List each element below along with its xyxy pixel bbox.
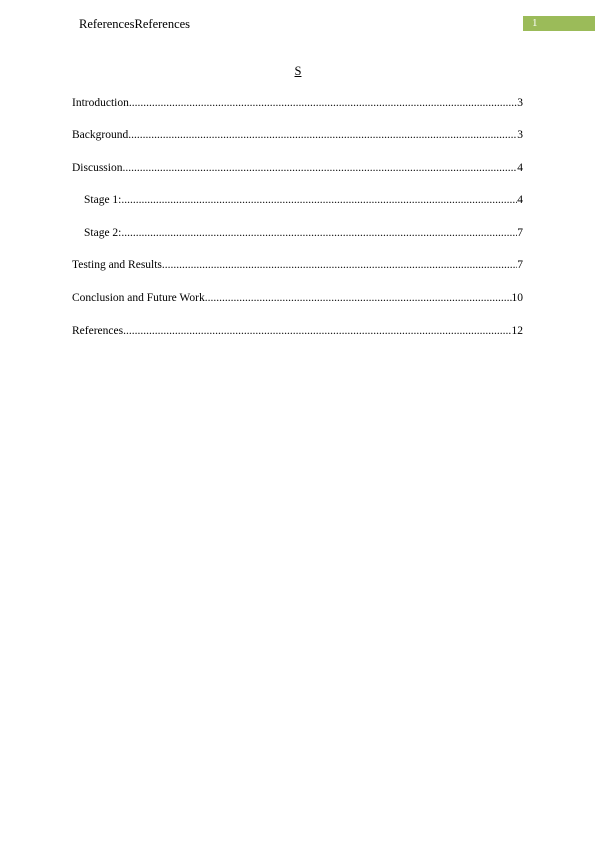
toc-entry-testing-and-results[interactable] bbox=[72, 258, 523, 273]
toc-entry-page: 7 bbox=[517, 227, 523, 239]
toc-dot-leader bbox=[121, 193, 517, 208]
toc-entry-introduction[interactable] bbox=[72, 96, 523, 111]
toc-entry-page: 3 bbox=[517, 97, 523, 109]
toc-dot-leader bbox=[128, 128, 517, 143]
toc-entry-label: Testing and Results bbox=[72, 259, 162, 271]
toc-entry-conclusion-and-future-work[interactable] bbox=[72, 291, 523, 306]
toc-heading: S bbox=[294, 64, 302, 78]
toc-entry-page: 12 bbox=[511, 325, 523, 337]
toc-entry-references[interactable] bbox=[72, 324, 523, 339]
toc-dot-leader bbox=[121, 226, 517, 241]
toc-dot-leader bbox=[122, 161, 517, 176]
toc-dot-leader bbox=[205, 291, 512, 306]
toc-entry-label: Background bbox=[72, 129, 129, 141]
toc-entry-label: Stage 2: bbox=[84, 227, 122, 239]
page-number-badge bbox=[523, 16, 595, 31]
toc-entry-page: 10 bbox=[511, 292, 523, 304]
toc-entry-label: Discussion bbox=[72, 162, 123, 174]
toc-dot-leader bbox=[162, 258, 517, 273]
toc-entry-stage-2[interactable] bbox=[84, 226, 523, 241]
toc-dot-leader bbox=[123, 324, 511, 339]
running-header-title: ReferencesReferences bbox=[79, 17, 191, 31]
toc-entry-stage-1[interactable] bbox=[84, 193, 523, 208]
toc-entry-discussion[interactable] bbox=[72, 161, 523, 176]
toc-dot-leader bbox=[129, 96, 517, 111]
toc-entry-label: Stage 1: bbox=[84, 194, 122, 206]
toc-entry-label: Conclusion and Future Work bbox=[72, 292, 205, 304]
toc-entry-label: References bbox=[72, 325, 124, 337]
toc-entry-background[interactable] bbox=[72, 128, 523, 143]
toc-entry-page: 4 bbox=[517, 162, 523, 174]
toc-entry-page: 4 bbox=[517, 194, 523, 206]
page-number: 1 bbox=[532, 17, 538, 29]
toc-entry-page: 7 bbox=[517, 259, 523, 271]
toc-entry-page: 3 bbox=[517, 129, 523, 141]
toc-entry-label: Introduction bbox=[72, 97, 129, 109]
